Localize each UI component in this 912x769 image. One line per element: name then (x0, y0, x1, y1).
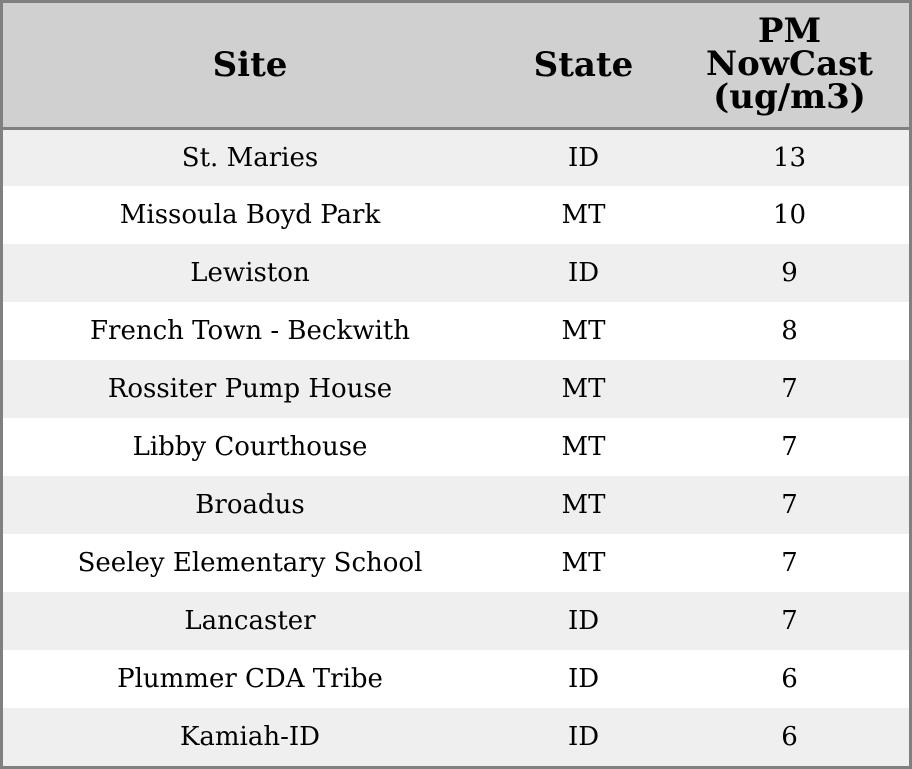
table-row (3, 244, 909, 302)
header-pm-line-1: PM (757, 11, 822, 52)
cell-site: Plummer CDA Tribe (117, 664, 383, 694)
header-state: State (497, 3, 670, 128)
cell-pm: 9 (781, 258, 798, 288)
table-body (3, 128, 909, 766)
table-row (3, 302, 909, 360)
table-row (3, 418, 909, 476)
cell-pm: 7 (781, 432, 798, 462)
table-row (3, 128, 909, 186)
table-row (3, 534, 909, 592)
table-header-row (3, 3, 909, 128)
cell-site: Lewiston (190, 258, 310, 288)
table-row (3, 592, 909, 650)
cell-state: MT (561, 490, 606, 520)
cell-pm: 7 (781, 606, 798, 636)
table-row (3, 476, 909, 534)
cell-site: Libby Courthouse (132, 432, 368, 462)
cell-site: Rossiter Pump House (107, 374, 393, 404)
cell-state: ID (567, 142, 600, 173)
cell-pm: 10 (772, 200, 807, 230)
header-pm-line-3: (ug/m3) (713, 77, 866, 118)
cell-site: Seeley Elementary School (77, 548, 423, 578)
header-pm-nowcast (670, 3, 909, 128)
table-row (3, 186, 909, 244)
cell-pm: 7 (781, 374, 798, 404)
cell-site: St. Maries (181, 142, 319, 173)
cell-site: Kamiah-ID (179, 722, 321, 752)
cell-state: ID (567, 722, 600, 752)
cell-state: ID (567, 606, 600, 636)
cell-pm: 6 (781, 664, 798, 694)
cell-state: MT (561, 548, 606, 578)
cell-site: Missoula Boyd Park (119, 200, 381, 230)
cell-state: MT (561, 432, 606, 462)
cell-pm: 7 (781, 548, 798, 578)
cell-pm: 13 (772, 142, 807, 173)
cell-state: MT (561, 374, 606, 404)
header-pm-line-2: NowCast (706, 44, 873, 85)
pm-nowcast-table (3, 3, 909, 766)
cell-state: MT (561, 316, 606, 346)
cell-pm: 6 (781, 722, 798, 752)
cell-site: Lancaster (184, 606, 316, 636)
cell-pm: 8 (781, 316, 798, 346)
cell-state: MT (561, 200, 606, 230)
header-site: Site (3, 3, 497, 128)
cell-site: French Town - Beckwith (89, 316, 411, 346)
table-row (3, 650, 909, 708)
cell-site: Broadus (195, 490, 305, 520)
table-row (3, 360, 909, 418)
cell-state: ID (567, 664, 600, 694)
table-row (3, 708, 909, 766)
cell-pm: 7 (781, 490, 798, 520)
cell-state: ID (567, 258, 600, 288)
